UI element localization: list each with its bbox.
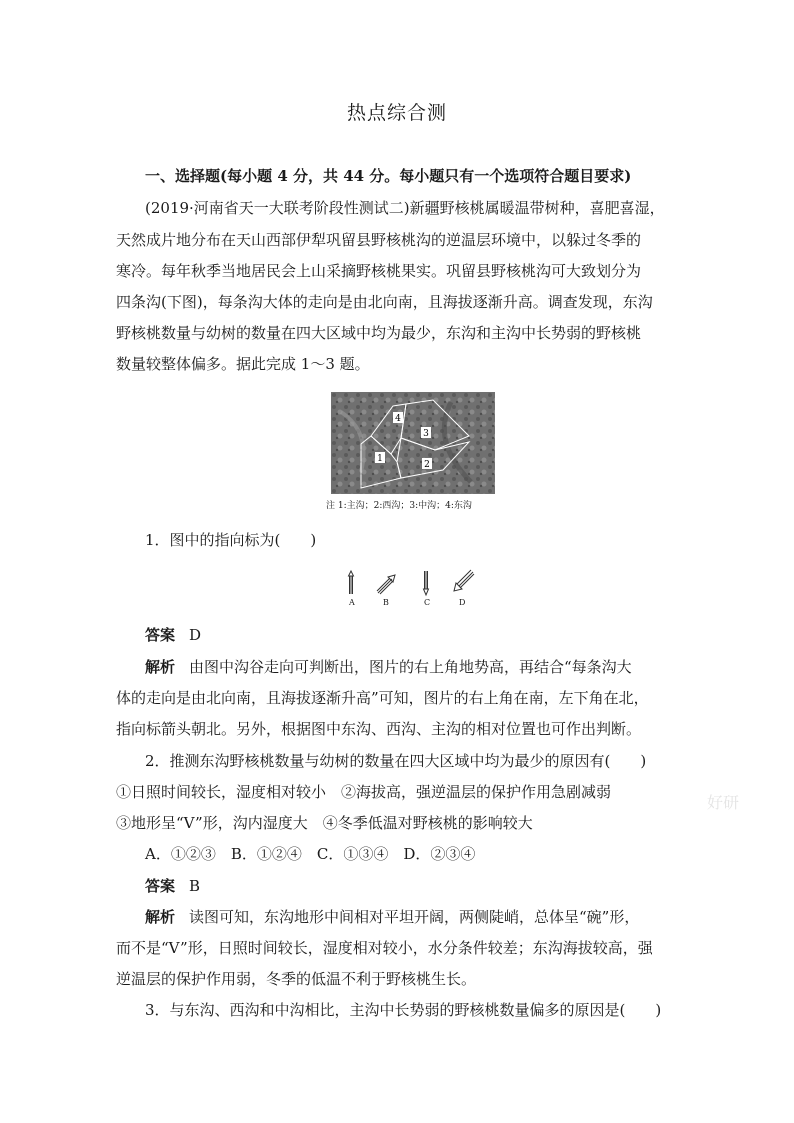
answer-label: 答案: [145, 877, 176, 895]
arrow-d-icon: [454, 570, 474, 591]
answer-value: D: [189, 626, 202, 644]
answer-label: 答案: [145, 626, 176, 644]
analysis-label: 解析: [145, 908, 176, 926]
analysis-line: 指向标箭头朝北。另外，根据图中东沟、西沟、主沟的相对位置也可作出判断。: [116, 720, 642, 738]
passage-line: (2019·河南省天一大联考阶段性测试二)新疆野核桃属暖温带树种，喜肥喜湿，: [145, 199, 665, 217]
question-3-stem: 3．与东沟、西沟和中沟相比，主沟中长势弱的野核桃数量偏多的原因是( ): [145, 1001, 662, 1019]
question-2-options: A．①②③ B．①②④ C．①③④ D．②③④: [145, 845, 476, 863]
page-title: 热点综合测: [346, 102, 447, 124]
question-2-analysis: [145, 907, 685, 927]
analysis-line: 而不是“V”形，日照时间较长，湿度相对较小，水分条件较差；东沟海拔较高，强: [116, 939, 653, 957]
region-4-label: 4: [395, 414, 401, 424]
analysis-label: 解析: [145, 658, 176, 676]
question-1-stem: 1．图中的指向标为( ): [145, 531, 317, 549]
option-letter-c: C: [424, 598, 431, 607]
arrow-c-icon: [424, 571, 429, 595]
question-1-answer: [145, 625, 685, 645]
question-2-choices: ③地形呈“V”形，沟内湿度大 ④冬季低温对野核桃的影响较大: [116, 814, 533, 832]
passage-line: 天然成片地分布在天山西部伊犁巩留县野核桃沟的逆温层环境中，以躲过冬季的: [116, 231, 642, 249]
question-1-analysis: [145, 657, 685, 677]
option-letter-b: B: [383, 598, 389, 607]
analysis-line: 逆温层的保护作用弱，冬季的低温不利于野核桃生长。: [116, 970, 477, 988]
question-2-stem: 2．推测东沟野核桃数量与幼树的数量在四大区域中均为最少的原因有( ): [145, 752, 647, 770]
passage-line: 数量较整体偏多。据此完成 1～3 题。: [116, 355, 370, 373]
analysis-text: 读图可知，东沟地形中间相对平坦开阔，两侧陡峭，总体呈“碗”形，: [189, 908, 640, 926]
region-2-label: 2: [424, 460, 430, 470]
answer-value: B: [189, 877, 201, 895]
arrow-b-icon: [377, 575, 395, 594]
question-2-choices: ①日照时间较长，湿度相对较小 ②海拔高，强逆温层的保护作用急剧减弱: [116, 783, 612, 801]
option-letter-a: A: [349, 598, 355, 607]
passage-line: 寒冷。每年秋季当地居民会上山采摘野核桃果实。巩留县野核桃沟可大致划分为: [116, 262, 642, 280]
section-heading: 一、选择题(每小题 4 分，共 44 分。每小题只有一个选项符合题目要求): [145, 167, 632, 185]
passage-line: 四条沟(下图)，每条沟大体的走向是由北向南，且海拔逐渐升高。调查发现，东沟: [116, 293, 653, 311]
region-1-label: 1: [377, 454, 383, 464]
satellite-map-figure: [331, 392, 495, 494]
question-2-answer: [145, 876, 685, 896]
watermark: 好研: [707, 793, 740, 812]
passage-line: 野核桃数量与幼树的数量在四大区域中均为最少，东沟和主沟中长势弱的野核桃: [116, 324, 642, 342]
region-3-label: 3: [423, 429, 429, 439]
figure-caption: 注 1:主沟；2:西沟；3:中沟；4:东沟: [326, 501, 472, 511]
option-letter-d: D: [459, 598, 466, 607]
analysis-text: 由图中沟谷走向可判断出，图片的右上角地势高，再结合“每条沟大: [189, 658, 632, 676]
satellite-map: [331, 392, 495, 494]
analysis-line: 体的走向是由北向南，且海拔逐渐升高”可知，图片的右上角在南，左下角在北，: [116, 689, 649, 707]
direction-arrows: [340, 568, 480, 610]
arrow-a-icon: [349, 571, 354, 594]
